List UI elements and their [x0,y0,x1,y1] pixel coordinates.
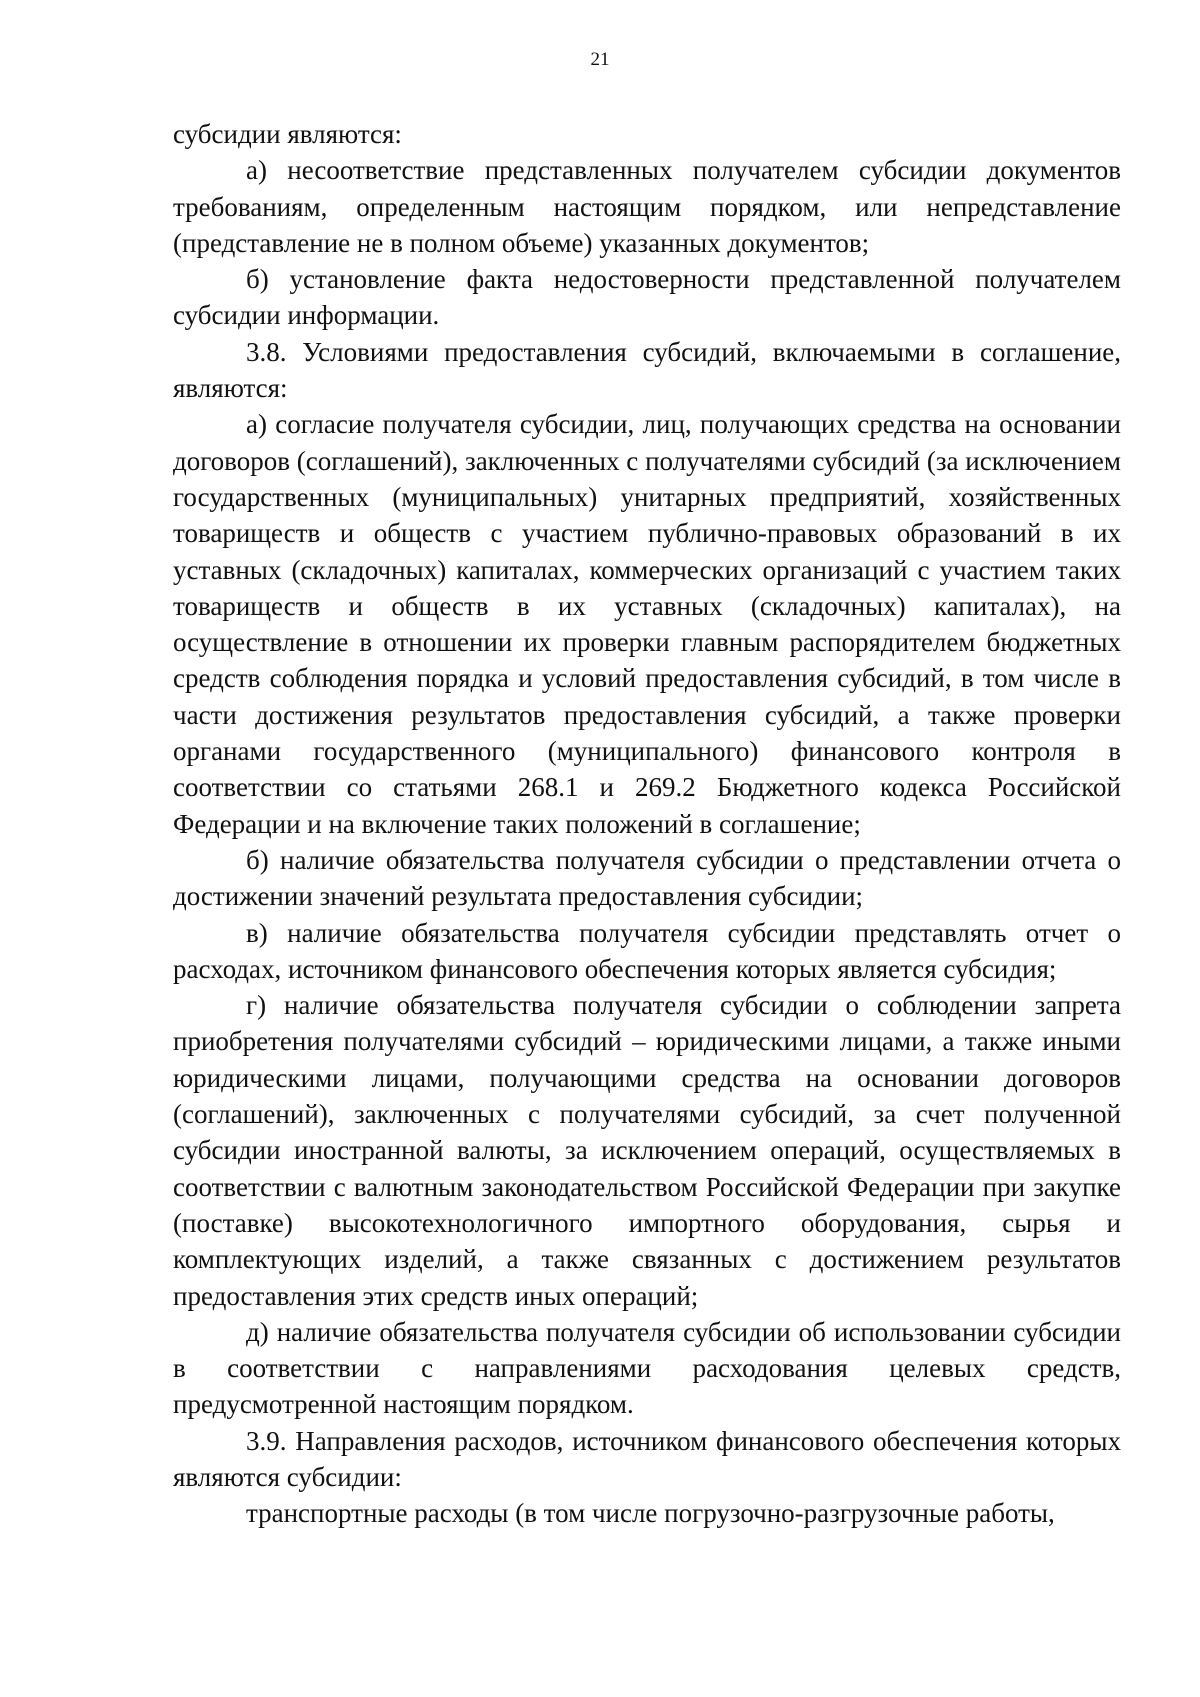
paragraph-item-v-expenses: в) наличие обязательства получателя субсидии представлять отчет о расходах, источником финансового обеспечения которых является субсидия; [173,917,1121,984]
page-number: 21 [590,49,610,70]
paragraph-transport-expenses: транспортные расходы (в том числе погрузочно-разгрузочные работы, [246,1498,1055,1529]
paragraph-section-3-8: 3.8. Условиями предоставления субсидий, включаемыми в соглашение, являются: [173,336,1121,404]
paragraph-item-d-usage: д) наличие обязательства получателя субсидии об использовании субсидии в соответствии с направлениями расходования целевых средств, предусмотренной настоящим порядком. [173,1316,1121,1420]
paragraph-continuation: субсидии являются: [173,119,402,149]
paragraph-item-a-consent: а) согласие получателя субсидии, лиц, получающих средства на основании договоров (соглашений), заключенных с получателями субсидий (за исключением государственных (муниципальных) унитарных предприятий, хозяйственных товариществ и обществ с участием публично-правовых образований в их уставных (складочных) капиталах, коммерческих организаций с участием таких товариществ и обществ в их уставных (складочных) капиталах), на осуществление в отношении их проверки главным распорядителем бюджетных средств соблюдения порядка и условий предоставления субсидий, в том числе в части достижения результатов предоставления субсидий, а также проверки органами государственного (муниципального) финансового контроля в соответствии со статьями 268.1 и 269.2 Бюджетного кодекса Российской Федерации и на включение таких положений в соглашение; [173,409,1121,839]
paragraph-section-3-9: 3.9. Направления расходов, источником финансового обеспечения которых являются субсидии: [173,1425,1121,1492]
paragraph-item-b-refusal: б) установление факта недостоверности представленной получателем субсидии информации. [173,264,1121,331]
paragraph-item-b-report: б) наличие обязательства получателя субсидии о представлении отчета о достижении значений результата предоставления субсидии; [173,844,1121,912]
paragraph-item-g-currency: г) наличие обязательства получателя субсидии о соблюдении запрета приобретения получателями субсидий – юридическими лицами, а также иными юридическими лицами, получающими средства на основании договоров (соглашений), заключенных с получателями субсидий, за счет полученной субсидии иностранной валюты, за исключением операций, осуществляемых в соответствии с валютным законодательством Российской Федерации при закупке (поставке) высокотехнологичного импортного оборудования, сырья и комплектующих изделий, а также связанных с достижением результатов предоставления этих средств иных операций; [173,990,1121,1311]
paragraph-item-a-refusal: а) несоответствие представленных получателем субсидии документов требованиям, определенным настоящим порядком, или непредставление (представление не в полном объеме) указанных документов; [173,155,1121,258]
document-body [173,116,1121,1532]
